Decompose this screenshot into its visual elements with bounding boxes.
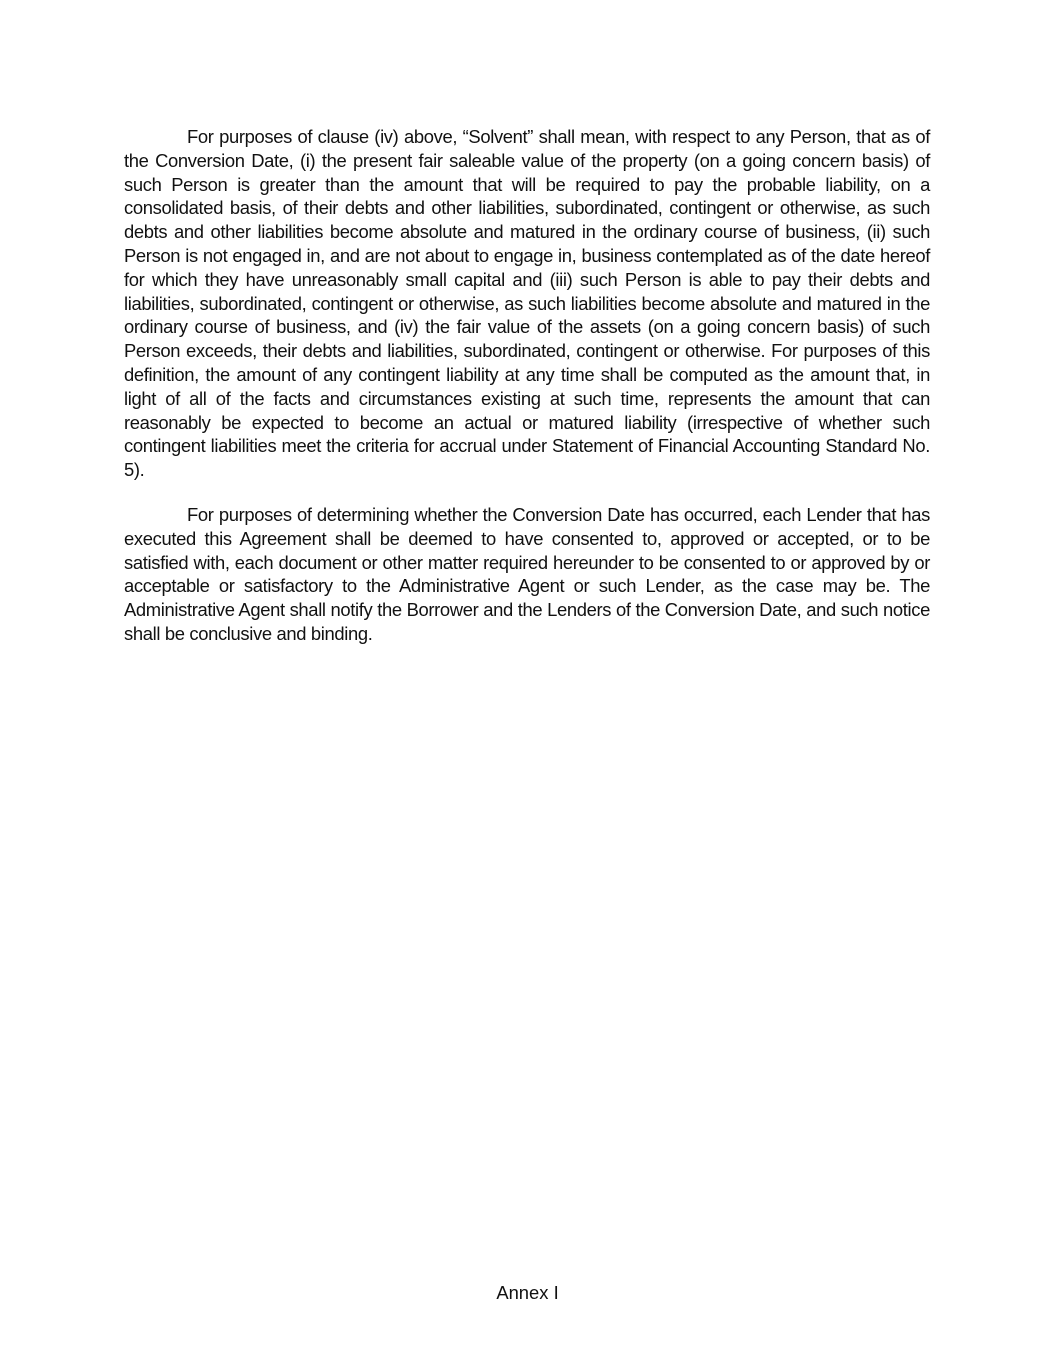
paragraph-conversion-date: For purposes of determining whether the Conversion Date has occurred, each Lender that has executed this Agreement shall be deemed to have consented to, approved or accepted, or to be satisfied with, each document or other matter required hereunder to be consented to or approved by or acceptable or satisfactory to the Administrative Agent or such Lender, as the case may be. The Administrative Agent shall notify the Borrower and the Lenders of the Conversion Date, and such notice shall be conclusive and binding. (124, 503, 930, 644)
document-body (124, 125, 930, 646)
page-footer: Annex I (496, 1282, 559, 1303)
paragraph-solvent-definition: For purposes of clause (iv) above, “Solvent” shall mean, with respect to any Person, that as of the Conversion Date, (i) the present fair saleable value of the property (on a going concern basis) of such Person is greater than the amount that will be required to pay the probable liability, on a consolidated basis, of their debts and other liabilities, subordinated, contingent or otherwise, as such debts and other liabilities become absolute and matured in the ordinary course of business, (ii) such Person is not engaged in, and are not about to engage in, business contemplated as of the date hereof for which they have unreasonably small capital and (iii) such Person is able to pay their debts and liabilities, subordinated, contingent or otherwise, as such liabilities become absolute and matured in the ordinary course of business, and (iv) the fair value of the assets (on a going concern basis) of such Person exceeds, their debts and liabilities, subordinated, contingent or otherwise. For purposes of this definition, the amount of any contingent liability at any time shall be computed as the amount that, in light of all of the facts and circumstances existing at such time, represents the amount that can reasonably be expected to become an actual or matured liability (irrespective of whether such contingent liabilities meet the criteria for accrual under Statement of Financial Accounting Standard No. 5). (124, 126, 930, 481)
